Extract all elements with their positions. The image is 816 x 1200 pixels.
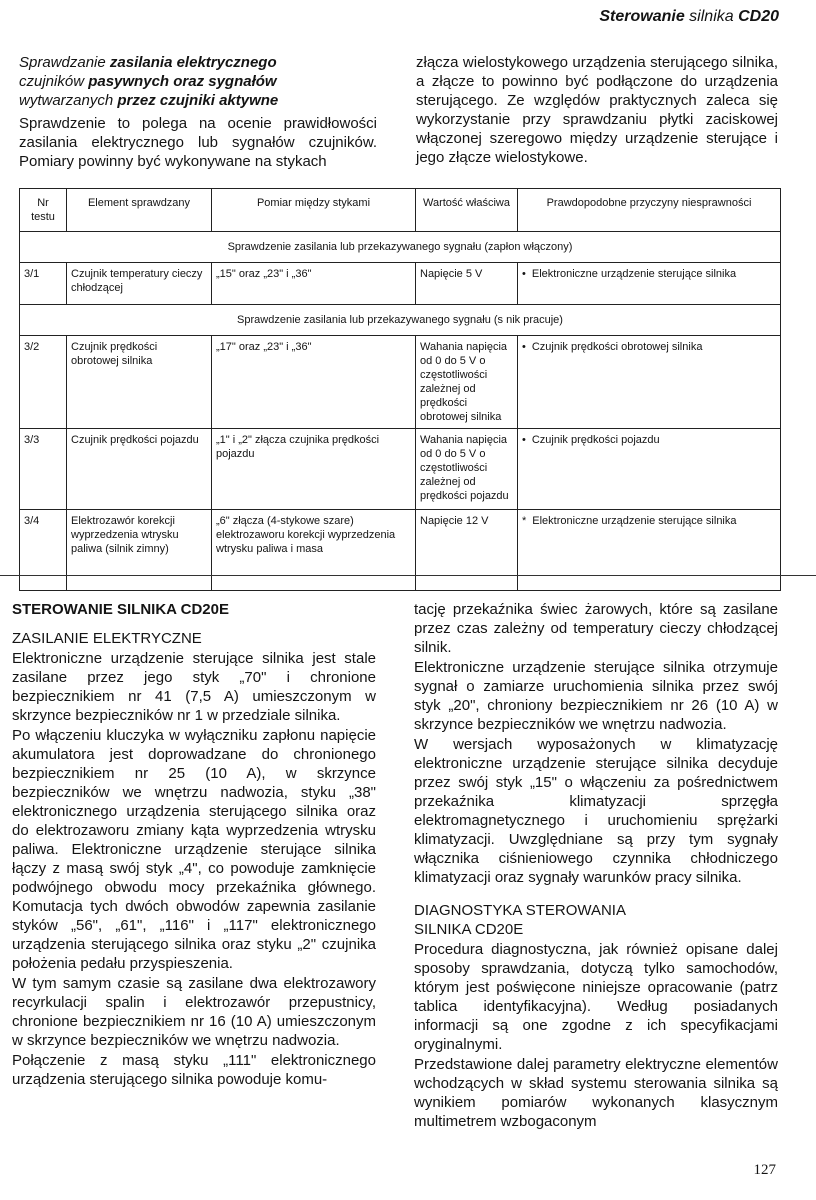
table-row [20, 263, 781, 305]
cell-przyczyna: * Elektroniczne urządzenie sterujące silnika [518, 510, 781, 591]
paragraph: Elektroniczne urządzenie sterujące silnika otrzymuje sygnał o zamiarze uruchomienia silnika przez swój styk „20", chroniony bezpiecznikiem nr 26 (10 A) w skrzynce bezpieczników we wnętrzu nadwozia. [414, 659, 778, 733]
table-row [20, 510, 781, 591]
paragraph: Procedura diagnostyczna, jak również opisane dalej sposoby sprawdzania, dotyczą tylko samochodów, którym jest poświęcone niniejsze opracowanie (patrz tablica identyfikacyjna). Według posiadanych informacji są one zgodne z ich specyfikacjami oryginalnymi. [414, 941, 778, 1053]
intro-body-left: Sprawdzenie to polega na ocenie prawidłowości zasilania elektrycznego lub sygnałów czujników. Pomiary powinny być wykonywane na stykach [19, 115, 377, 170]
paragraph: Elektroniczne urządzenie sterujące silnika jest stale zasilane przez jego styk „70" i chronione bezpiecznikiem nr 41 (7,5 A) umieszczonym w skrzynce bezpieczników nr 1 w przedziale silnika. [12, 650, 376, 724]
header-wartosc: Wartość właściwa [416, 189, 518, 232]
cell-przyczyna: • Elektroniczne urządzenie sterujące silnika [518, 263, 781, 305]
cell-pomiar: „15" oraz „23" i „36" [212, 263, 416, 305]
intro-body-right: złącza wielostykowego urządzenia sterującego silnika, a złącze to powinno być podłączone do urządzenia sterującego. Ze względów praktycznych zaleca się wykorzystanie przy sprawdzaniu płytki zaciskowej włączonej szeregowo między urządzenie sterujące i jego złącze wielostykowe. [416, 54, 778, 166]
cell-wartosc: Napięcie 5 V [416, 263, 518, 305]
header-przyczyny: Prawdopodobne przyczyny niesprawności [518, 189, 781, 232]
cell-nr: 3/1 [20, 263, 67, 305]
cell-element: Czujnik prędkości pojazdu [67, 429, 212, 510]
table-header-row [20, 189, 781, 232]
table-row [20, 336, 781, 429]
section-row-engine-running: Sprawdzenie zasilania lub przekazywanego sygnału (s nik pracuje) [20, 305, 781, 336]
subsection-heading: DIAGNOSTYKA STEROWANIA [414, 902, 626, 919]
cell-wartosc: Napięcie 12 V [416, 510, 518, 591]
section-divider [0, 575, 816, 576]
header-element: Element sprawdzany [67, 189, 212, 232]
header-nr: Nr testu [20, 189, 67, 232]
bullet: * [522, 515, 527, 527]
subsection-heading: ZASILANIE ELEKTRYCZNE [12, 630, 202, 647]
left-text-column [12, 600, 376, 1089]
cell-element: Czujnik prędkości obrotowej silnika [67, 336, 212, 429]
cell-wartosc: Wahania napięcia od 0 do 5 V o częstotliwości zależnej od prędkości pojazdu [416, 429, 518, 510]
page-number: 127 [753, 1162, 776, 1178]
intro-left-column [19, 53, 377, 171]
bullet: • [522, 341, 526, 353]
section-row-ignition: Sprawdzenie zasilania lub przekazywanego sygnału (zapłon włączony) [20, 232, 781, 263]
cell-pomiar: „6" złącza (4-stykowe szare) elektrozaworu korekcji wyprzedzenia wtrysku paliwa i masa [212, 510, 416, 591]
section-heading: STEROWANIE SILNIKA CD20E [12, 601, 229, 618]
bullet: • [522, 268, 526, 280]
paragraph: Połączenie z masą styku „111" elektronicznego urządzenia sterującego silnika powoduje komu- [12, 1052, 376, 1088]
paragraph: Przedstawione dalej parametry elektryczne elementów wchodzących w skład systemu sterowania silnika są wynikiem pomiarów wykonanych klasycznym multimetrem wzbogaconym [414, 1056, 778, 1130]
bullet: • [522, 434, 526, 446]
paragraph: Po włączeniu kluczyka w wyłączniku zapłonu napięcie akumulatora jest doprowadzane do chronionego bezpiecznikiem nr 25 (10 A), w skrzynce bezpieczników we wnętrzu nadwozia, styku „38" elektronicznego urządzenia sterującego silnika oraz do elektrozaworu zmiany kąta wyprzedzenia wtrysku paliwa. Elektroniczne urządzenie sterujące silnika łączy z masą swój styk „4", co powoduje zamknięcie podwójnego obwodu mocy przekaźnika głównego. Komutacja tych dwóch obwodów zapewnia zasilanie styków „56", „61", „116" i „117" elektronicznego urządzenia sterującego silnika oraz styku „2" czujnika położenia pedału przyspieszenia. [12, 727, 376, 972]
tests-table [19, 188, 781, 591]
cell-przyczyna: • Czujnik prędkości obrotowej silnika [518, 336, 781, 429]
right-text-column [414, 600, 778, 1131]
running-header: Sterowanie silnika CD20 [599, 8, 779, 25]
cell-nr: 3/3 [20, 429, 67, 510]
cell-element: Elektrozawór korekcji wyprzedzenia wtrysku paliwa (silnik zimny) [67, 510, 212, 591]
cell-nr: 3/2 [20, 336, 67, 429]
cell-element: Czujnik temperatury cieczy chłodzącej [67, 263, 212, 305]
table-row [20, 429, 781, 510]
paragraph: W tym samym czasie są zasilane dwa elektrozawory recyrkulacji spalin i elektrozawór przepustnicy, chronione bezpiecznikiem nr 16 (10 A) umieszczonym w skrzynce bezpieczników we wnętrzu nadwozia. [12, 975, 376, 1049]
paragraph: W wersjach wyposażonych w klimatyzację elektroniczne urządzenie sterujące silnika decyduje przez swój styk „15" o włączeniu za pośrednictwem przekaźnika klimatyzacji sprzęgła elektromagnetycznego i uruchomieniu sprężarki klimatyzacji. Uwzględniane są przy tym sygnały włącznika ciśnieniowego czynnika chłodniczego klimatyzacji oraz sygnały warunków pracy silnika. [414, 736, 778, 886]
subsection-heading-line-2: SILNIKA CD20E [414, 921, 524, 938]
cell-nr: 3/4 [20, 510, 67, 591]
paragraph: tację przekaźnika świec żarowych, które są zasilane przez czas zależny od temperatury cieczy chłodzącej silnik. [414, 601, 778, 656]
cell-przyczyna: • Czujnik prędkości pojazdu [518, 429, 781, 510]
header-pomiar: Pomiar między stykami [212, 189, 416, 232]
cell-pomiar: „17" oraz „23" i „36" [212, 336, 416, 429]
cell-pomiar: „1" i „2" złącza czujnika prędkości pojazdu [212, 429, 416, 510]
intro-title: Sprawdzanie zasilania elektrycznego czujników pasywnych oraz sygnałów wytwarzanych przez czujniki aktywne [19, 54, 279, 109]
cell-wartosc: Wahania napięcia od 0 do 5 V o częstotliwości zależnej od prędkości obrotowej silnika [416, 336, 518, 429]
